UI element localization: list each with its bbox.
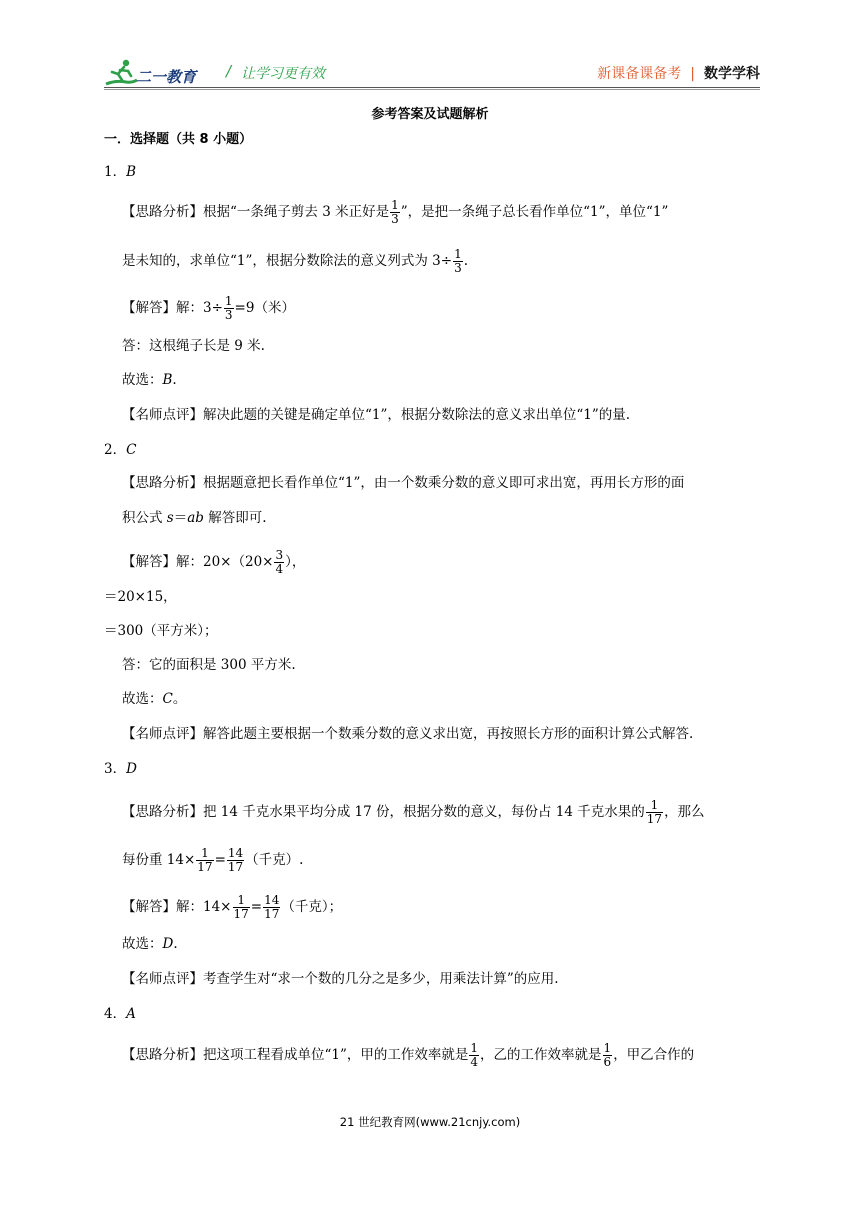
text: ，那么 bbox=[664, 804, 705, 820]
q4-choice: A bbox=[126, 1006, 136, 1022]
q2-number: 2． bbox=[104, 442, 127, 458]
text: 【解答】解：3÷ bbox=[122, 300, 223, 316]
numerator: 1 bbox=[224, 294, 233, 308]
page-title: 参考答案及试题解析 bbox=[371, 107, 489, 122]
header-rule bbox=[104, 87, 760, 88]
fraction bbox=[390, 199, 400, 226]
q3-number: 3． bbox=[104, 761, 127, 777]
text: 【思路分析】把 14 千克水果平均分成 17 份，根据分数的意义，每份占 14 千克水果的 bbox=[122, 804, 645, 820]
denominator: 17 bbox=[646, 812, 663, 826]
q1-reply: 答：这根绳子长是 9 米. bbox=[122, 338, 265, 354]
q1-answer bbox=[104, 162, 136, 182]
numerator: 1 bbox=[470, 1041, 479, 1055]
text: ，甲乙合作的 bbox=[613, 1047, 695, 1063]
variable: ab bbox=[187, 510, 204, 526]
slogan: 让学习更有效 bbox=[241, 66, 325, 82]
text: = bbox=[214, 852, 226, 868]
fraction bbox=[227, 847, 244, 874]
text: 【思路分析】把这项工程看成单位“1”，甲的工作效率就是 bbox=[122, 1047, 469, 1063]
text: 。 bbox=[172, 691, 187, 707]
numerator: 1 bbox=[391, 198, 399, 212]
denominator: 4 bbox=[275, 562, 284, 576]
fraction bbox=[233, 894, 250, 921]
q2-step2: ＝300（平方米）； bbox=[104, 623, 218, 639]
text: = bbox=[250, 899, 263, 915]
numerator: 1 bbox=[233, 894, 250, 908]
q3-choose bbox=[122, 934, 178, 954]
q1-choice: B bbox=[126, 164, 137, 180]
denominator: 3 bbox=[224, 308, 233, 322]
q1-choice: B bbox=[162, 372, 173, 388]
numerator: 1 bbox=[196, 847, 213, 861]
q4-number: 4． bbox=[104, 1006, 127, 1022]
text: 【解答】解：20×（20× bbox=[122, 554, 274, 570]
variable: s bbox=[166, 510, 174, 526]
text: 【思路分析】根据“一条绳子剪去 3 米正好是 bbox=[122, 204, 390, 220]
q2-comment: 【名师点评】解答此题主要根据一个数乘分数的意义求出宽，再按照长方形的面积计算公式解答. bbox=[122, 726, 694, 742]
text: . bbox=[173, 936, 178, 952]
header-course-label: 新课备课备考 bbox=[597, 66, 682, 82]
q2-step1: ＝20×15， bbox=[104, 589, 177, 605]
fraction bbox=[603, 1042, 613, 1069]
numerator: 14 bbox=[264, 893, 280, 907]
q1-number: 1． bbox=[104, 164, 127, 180]
slogan-separator: / bbox=[226, 62, 232, 80]
numerator: 14 bbox=[227, 846, 244, 860]
fraction bbox=[196, 847, 213, 874]
q2-choose bbox=[122, 689, 186, 709]
logo bbox=[104, 58, 214, 88]
q2-analysis-line2 bbox=[122, 508, 267, 528]
text: 故选： bbox=[122, 936, 163, 952]
denominator: 6 bbox=[603, 1055, 612, 1069]
text: . bbox=[172, 372, 177, 388]
fraction bbox=[224, 295, 234, 322]
q3-comment: 【名师点评】考查学生对“求一个数的几分之是多少，用乘法计算”的应用. bbox=[122, 971, 559, 987]
q1-solution bbox=[122, 295, 295, 322]
runner-logo-icon bbox=[104, 58, 138, 88]
denominator: 3 bbox=[454, 261, 462, 275]
q2-reply: 答：它的面积是 300 平方米. bbox=[122, 657, 296, 673]
q3-solution bbox=[122, 894, 342, 921]
denominator: 3 bbox=[391, 212, 399, 226]
denominator: 17 bbox=[197, 860, 213, 874]
text: ，乙的工作效率就是 bbox=[480, 1047, 602, 1063]
text: 解答即可. bbox=[203, 510, 267, 526]
header-separator: | bbox=[690, 66, 695, 82]
denominator: 17 bbox=[233, 907, 249, 921]
q2-answer bbox=[104, 440, 136, 460]
text: 每份重 14× bbox=[122, 852, 196, 868]
fraction bbox=[469, 1042, 479, 1069]
page-footer: 21 世纪教育网(www.21cnjy.com) bbox=[339, 1115, 521, 1129]
header-subject-label: 数学学科 bbox=[704, 66, 760, 82]
q2-analysis-line1: 【思路分析】根据题意把长看作单位“1”，由一个数乘分数的意义即可求出宽，再用长方形的面 bbox=[122, 475, 685, 491]
numerator: 3 bbox=[275, 548, 284, 562]
denominator: 17 bbox=[227, 860, 244, 874]
logo-text: 二一教育 bbox=[136, 68, 197, 86]
text: ＝ bbox=[173, 510, 188, 526]
fraction bbox=[453, 248, 463, 275]
section-heading: 一．选择题（共 8 小题） bbox=[104, 132, 253, 147]
header-rule-thin bbox=[104, 89, 760, 90]
fraction bbox=[646, 799, 663, 826]
q2-choice: C bbox=[162, 691, 173, 707]
text: =9（米） bbox=[234, 300, 295, 316]
text: （千克）； bbox=[281, 899, 343, 915]
fraction bbox=[263, 894, 280, 921]
q1-choose bbox=[122, 370, 177, 390]
q4-analysis-line1 bbox=[122, 1042, 694, 1069]
q3-analysis-line1 bbox=[122, 799, 705, 826]
text: ”，是把一条绳子总长看作单位“1”，单位“1” bbox=[400, 204, 669, 220]
q3-choice: D bbox=[162, 936, 174, 952]
text: . bbox=[463, 253, 469, 269]
numerator: 1 bbox=[603, 1041, 612, 1055]
q1-analysis-line2 bbox=[122, 248, 468, 275]
q3-answer bbox=[104, 759, 137, 779]
q2-solution bbox=[122, 549, 305, 576]
text: 故选： bbox=[122, 372, 163, 388]
text: ）， bbox=[285, 554, 306, 570]
q1-analysis-line1 bbox=[122, 199, 668, 226]
numerator: 1 bbox=[454, 247, 462, 261]
denominator: 4 bbox=[470, 1055, 479, 1069]
fraction bbox=[274, 549, 284, 576]
header-right bbox=[597, 63, 760, 83]
q1-comment: 【名师点评】解决此题的关键是确定单位“1”，根据分数除法的意义求出单位“1”的量. bbox=[122, 407, 631, 423]
text: 积公式 bbox=[122, 510, 167, 526]
text: （千克）. bbox=[245, 852, 304, 868]
text: 是未知的，求单位“1”，根据分数除法的意义列式为 3÷ bbox=[122, 253, 453, 269]
q4-answer bbox=[104, 1004, 136, 1024]
text: 故选： bbox=[122, 691, 163, 707]
numerator: 1 bbox=[646, 799, 663, 813]
text: 【解答】解：14× bbox=[122, 899, 232, 915]
q2-choice: C bbox=[126, 442, 137, 458]
q3-choice: D bbox=[126, 761, 137, 777]
q3-analysis-line2 bbox=[122, 847, 303, 874]
denominator: 17 bbox=[264, 907, 280, 921]
